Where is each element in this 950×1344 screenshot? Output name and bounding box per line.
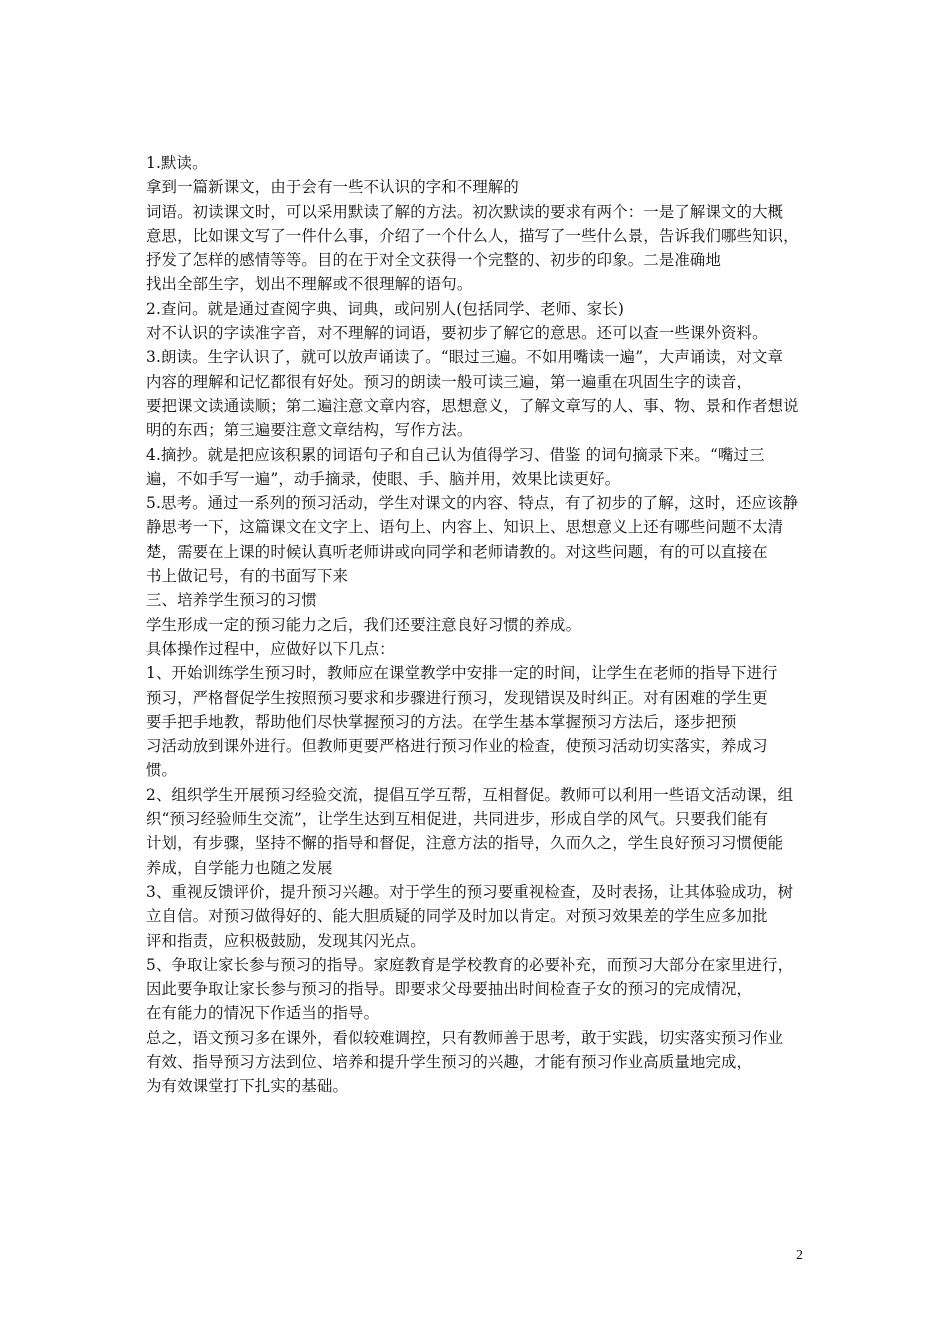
- text-line: 因此要争取让家长参与预习的指导。即要求父母要抽出时间检查子女的预习的完成情况，: [146, 980, 753, 999]
- text-line: 为有效课堂打下扎实的基础。: [146, 1077, 349, 1096]
- text-line: 5、争取让家长参与预习的指导。家庭教育是学校教育的必要补充，而预习大部分在家里进行，: [146, 955, 794, 974]
- text-line: 抒发了怎样的感情等等。目的在于对全文获得一个完整的、初步的印象。二是准确地: [146, 251, 722, 270]
- text-line: 要把课文读通读顺；第二遍注意文章内容，思想意义，了解文章写的人、事、物、景和作者想说: [146, 396, 799, 415]
- text-line: 书上做记号，有的书面写下来: [146, 567, 349, 586]
- text-line: 1、开始训练学生预习时，教师应在课堂教学中安排一定的时间，让学生在老师的指导下进行: [146, 664, 778, 683]
- text-line: 1.默读。: [146, 154, 208, 172]
- text-line: 总之，语文预习多在课外，看似较难调控，只有教师善于思考，敢于实践，切实落实预习作业: [146, 1028, 784, 1047]
- text-line: 具体操作过程中，应做好以下几点：: [146, 639, 395, 658]
- text-line: 评和指责，应积极鼓励，发现其闪光点。: [146, 931, 426, 950]
- text-line: 要手把手地教，帮助他们尽快掌握预习的方法。在学生基本掌握预习方法后，逐步把预: [146, 712, 737, 731]
- page-number: 2: [796, 1248, 803, 1263]
- text-line: 4.摘抄。就是把应该积累的词语句子和自己认为值得学习、借鉴 的词句摘录下来。“嘴过三: [146, 445, 765, 464]
- text-line: 3、重视反馈评价，提升预习兴趣。对于学生的预习要重视检查，及时表扬，让其体验成功，树: [146, 882, 794, 901]
- text-line: 学生形成一定的预习能力之后，我们还要注意良好习惯的养成。: [146, 615, 582, 634]
- text-line: 计划，有步骤，坚持不懈的指导和督促，注意方法的指导，久而久之，学生良好预习习惯便能: [146, 834, 784, 853]
- text-line: 明的东西；第三遍要注意文章结构，写作方法。: [146, 421, 473, 440]
- text-line: 习活动放到课外进行。但教师更要严格进行预习作业的检查，使预习活动切实落实，养成习: [146, 737, 768, 756]
- text-line: 遍，不如手写一遍”，动手摘录，使眼、手、脑并用，效果比读更好。: [146, 469, 621, 488]
- body-text: [146, 151, 826, 1099]
- text-line: 织“预习经验师生交流”，让学生达到互相促进，共同进步，形成自学的风气。只要我们能有: [146, 810, 769, 829]
- text-line: 2、组织学生开展预习经验交流，提倡互学互帮，互相督促。教师可以利用一些语文活动课，组: [146, 785, 794, 804]
- text-line: 惯。: [146, 761, 178, 780]
- text-line: 三、培养学生预习的习惯: [146, 591, 317, 610]
- text-line: 拿到一篇新课文，由于会有一些不认识的字和不理解的: [146, 178, 519, 197]
- text-line: 静思考一下，这篇课文在文字上、语句上、内容上、知识上、思想意义上还有哪些问题不太清: [146, 518, 784, 537]
- text-line: 3.朗读。生字认识了，就可以放声诵读了。“眼过三遍。不如用嘴读一遍”，大声诵读，对文章: [146, 348, 784, 367]
- text-line: 楚，需要在上课的时候认真听老师讲或向同学和老师请教的。对这些问题，有的可以直接在: [146, 542, 768, 561]
- text-line: 有效、指导预习方法到位、培养和提升学生预习的兴趣，才能有预习作业高质量地完成，: [146, 1052, 753, 1071]
- text-line: 意思，比如课文写了一件什么事，介绍了一个什么人，描写了一些什么景，告诉我们哪些知识，: [146, 226, 799, 245]
- text-line: 找出全部生字，划出不理解或不很理解的语句。: [146, 275, 473, 294]
- text-line: 立自信。对预习做得好的、能大胆质疑的同学及时加以肯定。对预习效果差的学生应多加批: [146, 907, 768, 926]
- text-line: 内容的理解和记忆都很有好处。预习的朗读一般可读三遍，第一遍重在巩固生字的读音，: [146, 372, 753, 391]
- text-line: 5.思考。通过一系列的预习活动，学生对课文的内容、特点，有了初步的了解，这时，还应该静: [146, 494, 799, 513]
- text-line: 在有能力的情况下作适当的指导。: [146, 1004, 380, 1023]
- text-line: 词语。初读课文时，可以采用默读了解的方法。初次默读的要求有两个：一是了解课文的大概: [146, 202, 784, 221]
- text-line: 养成，自学能力也随之发展: [146, 858, 333, 877]
- text-line: 2.查问。就是通过查阅字典、词典，或问别人(包括同学、老师、家长): [146, 299, 624, 318]
- text-line: 对不认识的字读准字音，对不理解的词语，要初步了解它的意思。还可以查一些课外资料。: [146, 324, 768, 343]
- text-line: 预习，严格督促学生按照预习要求和步骤进行预习，发现错误及时纠正。对有困难的学生更: [146, 688, 768, 707]
